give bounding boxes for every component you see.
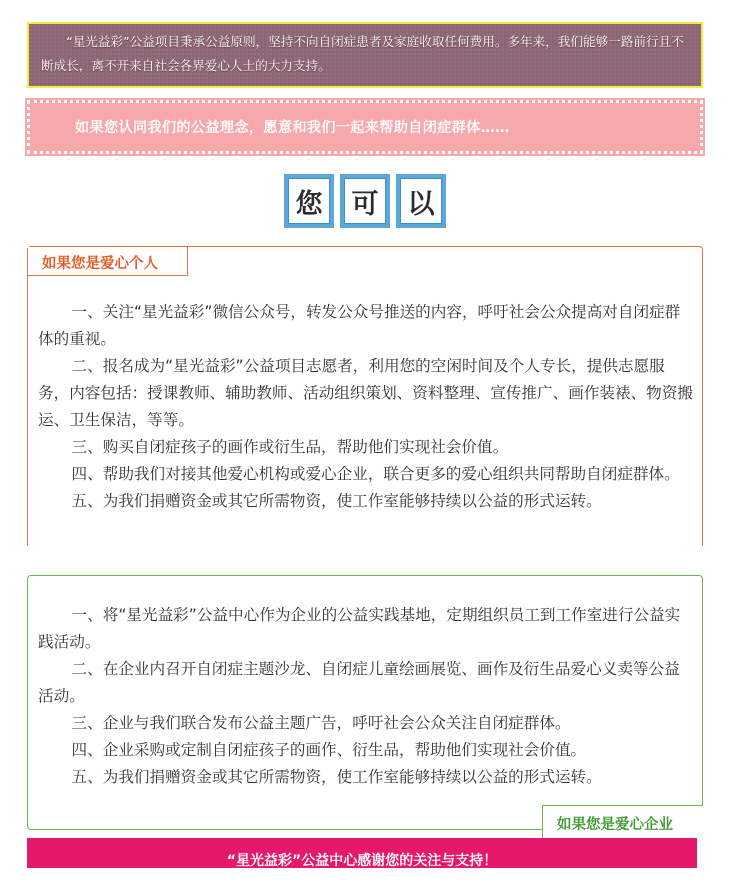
list-item: 五、为我们捐赠资金或其它所需物资，使工作室能够持续以公益的形式运转。 <box>71 768 602 786</box>
individual-list <box>38 299 694 515</box>
list-item: 五、为我们捐赠资金或其它所需物资，使工作室能够持续以公益的形式运转。 <box>71 492 602 510</box>
individual-panel-title: 如果您是爱心个人 <box>28 247 188 276</box>
enterprise-list <box>38 602 694 791</box>
list-item: 二、在企业内召开自闭症主题沙龙、自闭症儿童绘画展览、画作及衍生品爱心义卖等公益活动。 <box>38 660 680 705</box>
list-item: 一、关注“星光益彩”微信公众号，转发公众号推送的内容，呼吁社会公众提高对自闭症群体的重视。 <box>38 303 681 348</box>
intro-panel <box>27 22 703 88</box>
list-item: 三、购买自闭症孩子的画作或衍生品，帮助他们实现社会价值。 <box>71 438 509 456</box>
list-item: 一、将“星光益彩”公益中心作为企业的公益实践基地，定期组织员工到工作室进行公益实践活动。 <box>38 606 681 651</box>
list-item: 四、帮助我们对接其他爱心机构或爱心企业，联合更多的爱心组织共同帮助自闭症群体。 <box>71 465 680 483</box>
list-item: 三、企业与我们联合发布公益主题广告，呼吁社会公众关注自闭症群体。 <box>71 714 571 732</box>
heading-char: 您 <box>288 178 330 224</box>
invitation-banner-text: 如果您认同我们的公益理念，愿意和我们一起来帮助自闭症群体…… <box>75 120 510 136</box>
heading-char: 以 <box>400 178 442 224</box>
heading-char-box-2 <box>340 174 390 228</box>
heading-char-box-1 <box>284 174 334 228</box>
heading-char: 可 <box>344 178 386 224</box>
list-item: 四、企业采购或定制自闭症孩子的画作、衍生品，帮助他们实现社会价值。 <box>71 741 587 759</box>
heading-char-box-3 <box>396 174 446 228</box>
list-item: 二、报名成为“星光益彩”公益项目志愿者，利用您的空闲时间及个人专长，提供志愿服务，内容包括：授课教师、辅助教师、活动组织策划、资料整理、宣传推广、画作装裱、物资搬运、卫生保洁，等等。 <box>38 357 693 429</box>
intro-text: “星光益彩”公益项目秉承公益原则，坚持不向自闭症患者及家庭收取任何费用。多年来，我们能够一路前行且不断成长，离不开来自社会各界爱心人士的大力支持。 <box>41 34 684 73</box>
thanks-footer: “星光益彩”公益中心感谢您的关注与支持！ <box>27 838 697 868</box>
invitation-banner <box>27 100 703 154</box>
enterprise-panel-title: 如果您是爱心企业 <box>542 805 703 838</box>
